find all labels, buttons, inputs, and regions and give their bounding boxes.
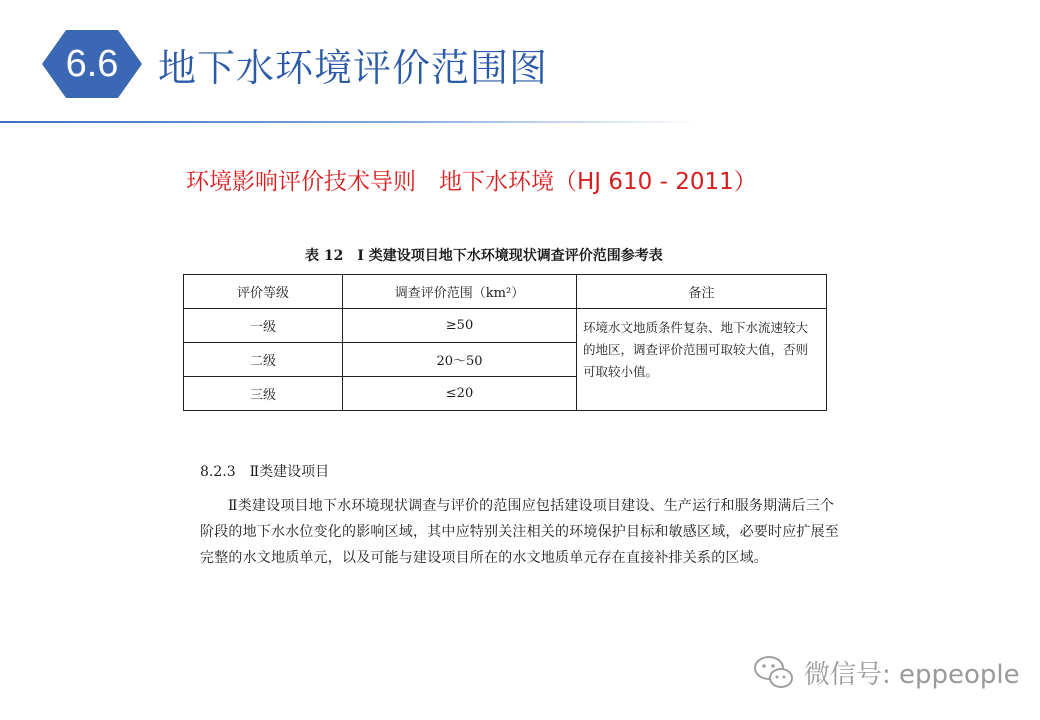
watermark [752, 652, 1020, 692]
cell-range: 20～50 [343, 343, 577, 377]
cell-note: 环境水文地质条件复杂、地下水流速较大的地区，调查评价范围可取较大值，否则可取较小值。 [577, 309, 827, 411]
section-number: 6.6 [65, 42, 119, 85]
table-row [184, 309, 827, 343]
reference-table [183, 274, 827, 411]
watermark-text: 微信号: eppeople [804, 659, 1020, 690]
wechat-icon [752, 652, 796, 692]
header-level: 评价等级 [184, 275, 343, 309]
section-paragraph: Ⅱ类建设项目地下水环境现状调查与评价的范围应包括建设项目建设、生产运行和服务期满后三个阶段的地下水水位变化的影响区域，其中应特别关注相关的环境保护目标和敏感区域，必要时应扩展至完整的水文地质单元，以及可能与建设项目所在的水文地质单元存在直接补排关系的区域。 [200, 498, 839, 566]
cell-level: 一级 [184, 309, 343, 343]
cell-level: 三级 [184, 377, 343, 411]
cell-range: ≥50 [343, 309, 577, 343]
cell-level: 二级 [184, 343, 343, 377]
table-header-row [184, 275, 827, 309]
slide-title: 地下水环境评价范围图 [158, 45, 549, 90]
header-range: 调查评价范围（km²） [343, 275, 577, 309]
table-caption: 表 12 Ⅰ 类建设项目地下水环境现状调查评价范围参考表 [305, 248, 663, 264]
standard-title: 环境影响评价技术导则 地下水环境（HJ 610 - 2011） [186, 169, 757, 195]
section-heading: 8.2.3 Ⅱ类建设项目 [200, 464, 330, 480]
cell-range: ≤20 [343, 377, 577, 411]
header-note: 备注 [577, 275, 827, 309]
